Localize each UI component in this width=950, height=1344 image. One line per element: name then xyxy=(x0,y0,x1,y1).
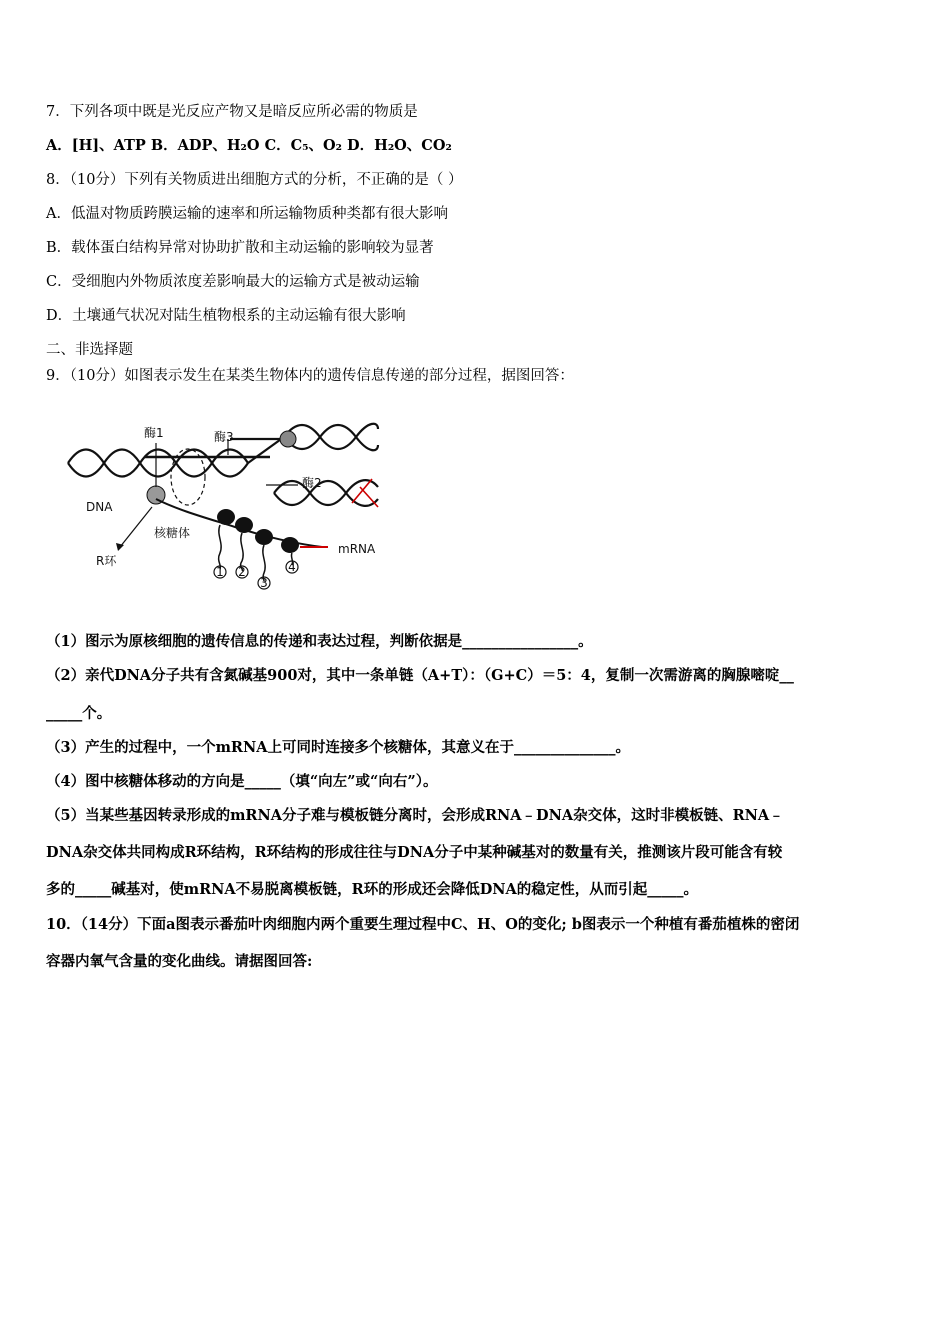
label-dna: DNA xyxy=(86,500,113,514)
q9-part4: （4）图中核糖体移动的方向是_____（填“向左”或“向右”）。 xyxy=(46,773,438,790)
q8-stem: 8．（10分）下列有关物质进出细胞方式的分析，不正确的是（ ） xyxy=(46,172,463,188)
label-enzyme2: 酶2 xyxy=(302,476,322,490)
ribosomes xyxy=(217,509,299,553)
label-n4: 4 xyxy=(288,560,296,574)
label-mrna: mRNA xyxy=(338,542,376,556)
dna-helix-lower xyxy=(274,479,378,507)
q10-line1: 10．（14分）下面a图表示番茄叶肉细胞内两个重要生理过程中C、H、O的变化; b图表示一个种植有番茄植株的密闭 xyxy=(46,916,800,933)
section-heading: 二、非选择题 xyxy=(46,342,133,358)
q9-part5-line2: DNA杂交体共同构成R环结构，R环结构的形成往往与DNA分子中某种碱基对的数量有关，推测该片段可能含有较 xyxy=(46,844,783,861)
label-enzyme1: 酶1 xyxy=(144,426,164,440)
q9-part2-line1: （2）亲代DNA分子共有含氮碱基900对，其中一条单链（A+T）：（G+C）＝5：4，复制一次需游离的胸腺嘧啶__ xyxy=(46,667,794,684)
label-n3: 3 xyxy=(260,576,268,590)
gene-expression-figure xyxy=(60,415,390,595)
enzyme3-blob xyxy=(280,431,296,447)
q9-stem: 9．（10分）如图表示发生在某类生物体内的遗传信息传递的部分过程，据图回答： xyxy=(46,368,574,384)
q8-option-a: A．低温对物质跨膜运输的速率和所运输物质种类都有很大影响 xyxy=(46,206,448,222)
label-enzyme3: 酶3 xyxy=(214,430,234,444)
q9-part5-line1: （5）当某些基因转录形成的mRNA分子难与模板链分离时，会形成RNA﹣DNA杂交体，这时非模板链、RNA﹣ xyxy=(46,807,784,824)
q7-stem: 7．下列各项中既是光反应产物又是暗反应所必需的物质是 xyxy=(46,104,418,120)
q9-part5-line3: 多的_____碱基对，使mRNA不易脱离模板链，R环的形成还会降低DNA的稳定性，从而引起_____。 xyxy=(46,881,699,898)
label-n2: 2 xyxy=(238,565,246,579)
label-ribosome: 核糖体 xyxy=(154,526,191,540)
q9-part3: （3）产生的过程中，一个mRNA上可同时连接多个核糖体，其意义在于______________。 xyxy=(46,739,630,756)
q10-line2: 容器内氧气含量的变化曲线。请据图回答: xyxy=(46,953,313,970)
q8-option-c: C．受细胞内外物质浓度差影响最大的运输方式是被动运输 xyxy=(46,274,420,290)
q7-options: A．[H]、ATP B．ADP、H₂O C．C₅、O₂ D．H₂O、CO₂ xyxy=(46,137,452,154)
q9-part1: （1）图示为原核细胞的遗传信息的传递和表达过程，判断依据是________________。 xyxy=(46,633,593,650)
q9-part2-line2: _____个。 xyxy=(46,705,112,722)
label-rloop: R环 xyxy=(96,554,117,568)
q8-option-d: D．土壤通气状况对陆生植物根系的主动运输有很大影响 xyxy=(46,308,406,324)
dna-helix-left xyxy=(68,450,270,477)
label-n1: 1 xyxy=(216,565,224,579)
q8-option-b: B．载体蛋白结构异常对协助扩散和主动运输的影响较为显著 xyxy=(46,240,434,256)
